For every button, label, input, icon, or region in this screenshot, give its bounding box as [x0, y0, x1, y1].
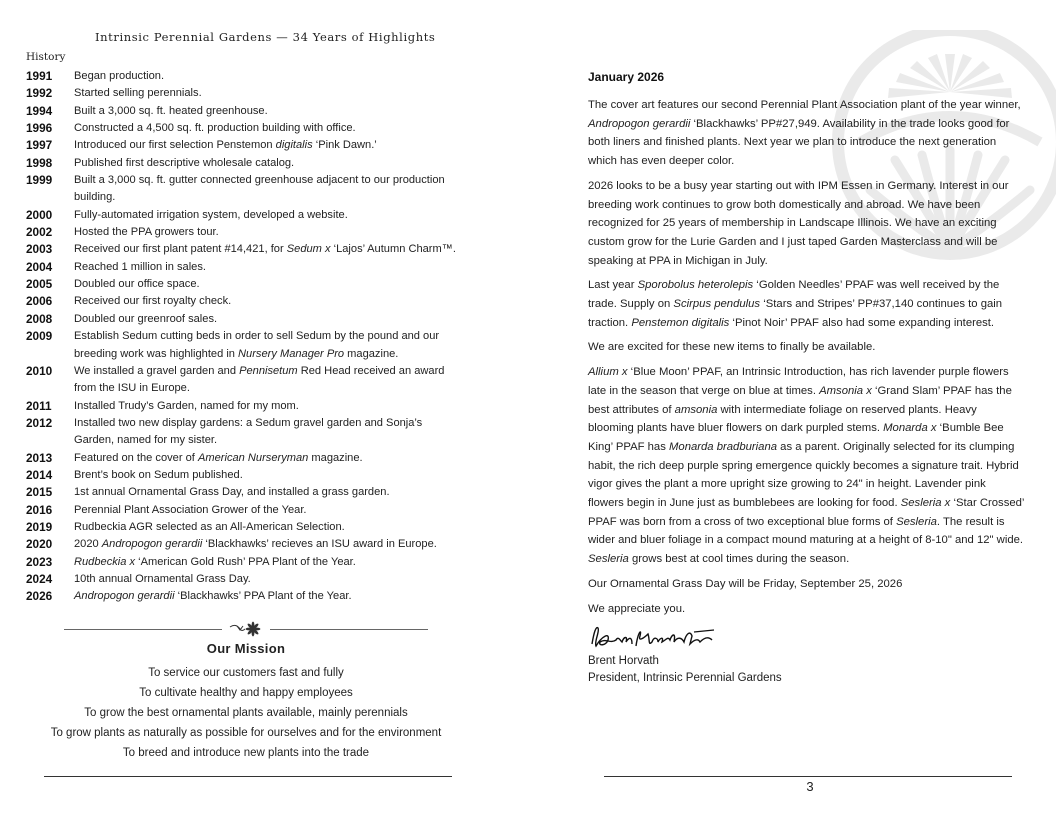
timeline-year: 2014 — [26, 467, 53, 482]
text-run: Our Ornamental Grass Day will be Friday, September 25, 2026 — [588, 577, 903, 590]
text-run: with intermediate foliage on reserved plants. Heavy blooming plants have bluer flowers on dark purpled stems. — [588, 403, 977, 435]
text-run: Establish Sedum cutting beds in order to sell Sedum by the pound and our breeding work was highlighted in — [74, 330, 440, 360]
italic-text: digitalis — [275, 139, 313, 152]
timeline-row — [26, 588, 456, 605]
italic-text: Andropogon gerardii — [74, 590, 175, 603]
text-run: ‘Golden Needles’ PPAF was well received by the trade. Supply on — [588, 279, 1000, 311]
timeline-year: 2006 — [26, 294, 53, 309]
text-run: 10th annual Ornamental Grass Day. — [74, 572, 251, 585]
italic-text: Scirpus pendulus — [673, 298, 761, 311]
text-run: ‘Blue Moon’ PPAF, an Intrinsic Introduction, has rich lavender purple flowers late in the season that verge on blue at times. — [588, 366, 1009, 397]
timeline-description — [74, 588, 456, 605]
timeline-year: 2005 — [26, 277, 53, 292]
timeline-row — [26, 241, 456, 258]
timeline-year: 2024 — [26, 571, 53, 586]
italic-text: Sporobolus heterolepis — [637, 279, 754, 292]
italic-text: Andropogon gerardii — [588, 117, 691, 130]
text-run: Fully-automated irrigation system, developed a website. — [74, 208, 348, 221]
mission-item: To breed and introduce new plants into the trade — [122, 747, 370, 759]
italic-text: American Nurseryman — [197, 451, 309, 464]
text-run: ‘Pink Dawn.’ — [312, 139, 377, 152]
timeline-description — [74, 328, 456, 363]
timeline-year: 2015 — [26, 485, 53, 500]
text-run: Published first descriptive wholesale catalog. — [74, 156, 295, 169]
timeline-year: 2003 — [26, 242, 53, 257]
italic-text: Rudbeckia x — [74, 555, 136, 568]
text-run: Reached 1 million in sales. — [74, 260, 206, 273]
timeline-description — [74, 241, 456, 258]
page-header-title: Intrinsic Perennial Gardens — 34 Years of Highlights — [95, 30, 436, 44]
text-run: as a parent. Originally selected for its clumping habit, the rich deep purple spring emergence quickly becomes a signature trait. Hybrid vigor gives the plant a more upright size growing to 24" in height. Lavender pink flowers begin in June just as bumblebees are looking for food. — [588, 440, 1019, 510]
timeline-row — [26, 224, 456, 241]
footer-rule-left — [44, 776, 452, 777]
italic-text: Sedum x — [286, 243, 331, 256]
timeline-description — [74, 224, 456, 241]
timeline-description — [74, 398, 456, 415]
timeline-row — [26, 85, 456, 102]
mission-list — [26, 663, 466, 763]
timeline-description — [74, 554, 456, 571]
timeline-year: 1997 — [26, 138, 53, 153]
timeline-row — [26, 467, 456, 484]
letter-paragraph — [588, 575, 1024, 594]
timeline-year: 2008 — [26, 311, 53, 326]
timeline-row — [26, 484, 456, 501]
timeline-description — [74, 450, 456, 467]
timeline-row — [26, 398, 456, 415]
timeline-description — [74, 172, 456, 207]
timeline-row — [26, 450, 456, 467]
italic-text: Monarda x — [883, 422, 937, 435]
italic-text: Sesleria — [588, 553, 629, 566]
timeline-row — [26, 276, 456, 293]
timeline-year: 1991 — [26, 69, 53, 83]
timeline-description — [74, 276, 456, 293]
timeline-year: 1996 — [26, 121, 53, 136]
history-timeline — [26, 68, 456, 606]
timeline-row — [26, 328, 456, 363]
text-run: Began production. — [74, 70, 165, 82]
text-run: Started selling perennials. — [74, 87, 202, 100]
timeline-row — [26, 155, 456, 172]
timeline-row — [26, 571, 456, 588]
text-run: ‘Grand Slam’ PPAF has the best attributes of — [588, 384, 1012, 416]
timeline-year: 2012 — [26, 415, 53, 430]
signature-image — [588, 622, 728, 654]
text-run: ‘Pinot Noir’ PPAF also had some expanding interest. — [729, 316, 995, 329]
timeline-row — [26, 415, 456, 450]
timeline-year: 2004 — [26, 259, 53, 274]
timeline-row — [26, 207, 456, 224]
mission-title: Our Mission — [206, 641, 286, 656]
italic-text: Nursery Manager Pro — [238, 347, 345, 360]
text-run: ‘American Gold Rush’ PPA Plant of the Year. — [135, 555, 356, 568]
timeline-row — [26, 120, 456, 137]
timeline-description — [74, 467, 456, 484]
text-run: ‘Star Crossed’ PPAF was born from a cross of two exceptional blue forms of — [588, 497, 1025, 528]
timeline-description — [74, 155, 456, 172]
text-run: Rudbeckia AGR selected as an All-American Selection. — [74, 520, 345, 533]
text-run: Red Head received an award from the ISU in Europe. — [74, 364, 445, 395]
timeline-year: 2026 — [26, 589, 53, 604]
timeline-row — [26, 68, 456, 85]
timeline-year: 2011 — [26, 398, 52, 413]
mission-item: To cultivate healthy and happy employees — [139, 687, 353, 699]
text-run: Brent’s book on Sedum published. — [74, 468, 243, 481]
letter-paragraph — [588, 363, 1024, 569]
timeline-description — [74, 137, 456, 154]
timeline-row — [26, 311, 456, 328]
text-run: Doubled our greenroof sales. — [74, 312, 218, 325]
text-run: Installed Trudy’s Garden, named for my mom. — [74, 399, 299, 412]
text-run: We are excited for these new items to finally be available. — [588, 341, 876, 354]
timeline-year: 2002 — [26, 225, 53, 240]
text-run: We appreciate you. — [588, 602, 686, 615]
timeline-description — [74, 571, 456, 588]
timeline-year: 2019 — [26, 519, 53, 534]
text-run: Constructed a 4,500 sq. ft. production building with office. — [74, 122, 356, 135]
timeline-description — [74, 85, 456, 102]
timeline-row — [26, 259, 456, 276]
text-run: ‘Blackhawks’ PP#27,949. Availability in the trade looks good for both liners and finished plants. Next year we plan to introduce the next generation which has even deeper color. — [588, 117, 1010, 168]
timeline-description — [74, 103, 456, 120]
text-run: We installed a gravel garden and — [74, 364, 240, 377]
history-label: History — [26, 51, 66, 63]
timeline-description — [74, 68, 456, 85]
page-number: 3 — [806, 779, 814, 794]
italic-text: Sesleria — [896, 515, 937, 528]
timeline-row — [26, 536, 456, 553]
text-run: ‘Blackhawks’ PPA Plant of the Year. — [174, 590, 352, 603]
text-run: Featured on the cover of — [74, 451, 198, 464]
text-run: Received our first royalty check. — [74, 295, 232, 308]
timeline-year: 2020 — [26, 537, 53, 552]
timeline-description — [74, 502, 456, 519]
timeline-row — [26, 172, 456, 207]
letter-body — [588, 96, 1024, 618]
text-run: ‘Bumble Bee King’ PPAF has — [588, 422, 1004, 453]
timeline-year: 1999 — [26, 173, 53, 188]
timeline-year: 2023 — [26, 554, 53, 569]
timeline-year: 1994 — [26, 103, 53, 118]
italic-text: Amsonia x — [819, 384, 872, 397]
letter-paragraph — [588, 600, 1024, 619]
timeline-description — [74, 293, 456, 310]
letter-date: January 2026 — [588, 70, 665, 84]
text-run: Built a 3,000 sq. ft. gutter connected greenhouse adjacent to our production building. — [74, 174, 445, 204]
flower-ornament-icon — [228, 621, 266, 637]
text-run: Introduced our first selection Penstemon — [74, 139, 276, 152]
footer-rule-right — [604, 776, 1012, 777]
letter-paragraph — [588, 96, 1024, 171]
timeline-year: 2016 — [26, 502, 53, 517]
timeline-year: 1998 — [26, 155, 53, 170]
signature-title: President, Intrinsic Perennial Gardens — [588, 672, 782, 684]
timeline-row — [26, 554, 456, 571]
text-run: magazine. — [344, 347, 399, 360]
timeline-row — [26, 137, 456, 154]
timeline-row — [26, 293, 456, 310]
text-run: Perennial Plant Association Grower of the Year. — [74, 503, 307, 516]
text-run: 2026 looks to be a busy year starting out with IPM Essen in Germany. Interest in our breeding work continues to grow both domestically and abroad. We have been recognized for 25 years of membership in Landscape Illinois. We have an exciting custom grow for the Lurie Garden and I just taped Garden Masterclass and will be speaking at PPA in Michigan in July. — [588, 179, 1009, 267]
timeline-year: 2000 — [26, 207, 53, 222]
italic-text: Monarda bradburiana — [669, 440, 778, 453]
text-run: grows best at cool times during the season. — [628, 553, 850, 566]
timeline-description — [74, 259, 456, 276]
divider-line-right — [270, 629, 428, 630]
text-run: The cover art features our second Perennial Plant Association plant of the year winner, — [588, 99, 1021, 111]
mission-item: To service our customers fast and fully — [148, 667, 344, 679]
italic-text: amsonia — [674, 403, 718, 416]
italic-text: Penstemon digitalis — [631, 316, 730, 329]
timeline-row — [26, 103, 456, 120]
text-run: 2020 — [74, 538, 102, 551]
section-divider — [64, 621, 428, 637]
text-run: . The result is wider and bluer foliage in a compact mound maturing at a height of 8-10" and 12" wide. — [588, 515, 1024, 547]
text-run: Last year — [588, 279, 638, 292]
mission-item: To grow the best ornamental plants available, mainly perennials — [84, 707, 408, 719]
text-run: ‘Stars and Stripes’ PP#37,140 continues to gain traction. — [588, 298, 1003, 329]
timeline-description — [74, 363, 456, 398]
timeline-row — [26, 363, 456, 398]
text-run: 1st annual Ornamental Grass Day, and installed a grass garden. — [74, 486, 390, 499]
text-run: Doubled our office space. — [74, 278, 200, 291]
signature-name: Brent Horvath — [588, 655, 659, 667]
timeline-description — [74, 536, 456, 553]
timeline-year: 2010 — [26, 363, 53, 378]
letter-paragraph — [588, 177, 1024, 271]
timeline-description — [74, 311, 456, 328]
timeline-year: 2009 — [26, 329, 53, 344]
italic-text: Andropogon gerardii — [101, 538, 203, 551]
text-run: Received our first plant patent #14,421, for — [74, 243, 287, 256]
text-run: Hosted the PPA growers tour. — [74, 226, 219, 239]
italic-text: Allium x — [588, 366, 628, 379]
timeline-description — [74, 415, 456, 450]
divider-line-left — [64, 629, 222, 630]
timeline-year: 1992 — [26, 86, 53, 101]
text-run: ‘Blackhawks’ recieves an ISU award in Europe. — [202, 538, 437, 551]
letter-paragraph — [588, 338, 1024, 357]
timeline-row — [26, 502, 456, 519]
timeline-description — [74, 207, 456, 224]
letter-paragraph — [588, 276, 1024, 332]
timeline-description — [74, 484, 456, 501]
italic-text: Pennisetum — [239, 364, 298, 377]
timeline-description — [74, 120, 456, 137]
letter-column — [588, 68, 1024, 624]
timeline-row — [26, 519, 456, 536]
mission-item: To grow plants as naturally as possible for ourselves and for the environment — [50, 727, 442, 739]
text-run: ‘Lajos’ Autumn Charm™. — [330, 243, 456, 256]
timeline-year: 2013 — [26, 450, 53, 465]
text-run: Installed two new display gardens: a Sedum gravel garden and Sonja’s Garden, named for my sister. — [74, 416, 423, 447]
text-run: Built a 3,000 sq. ft. heated greenhouse. — [74, 104, 268, 117]
text-run: magazine. — [308, 451, 363, 464]
italic-text: Sesleria x — [900, 497, 951, 510]
timeline-description — [74, 519, 456, 536]
